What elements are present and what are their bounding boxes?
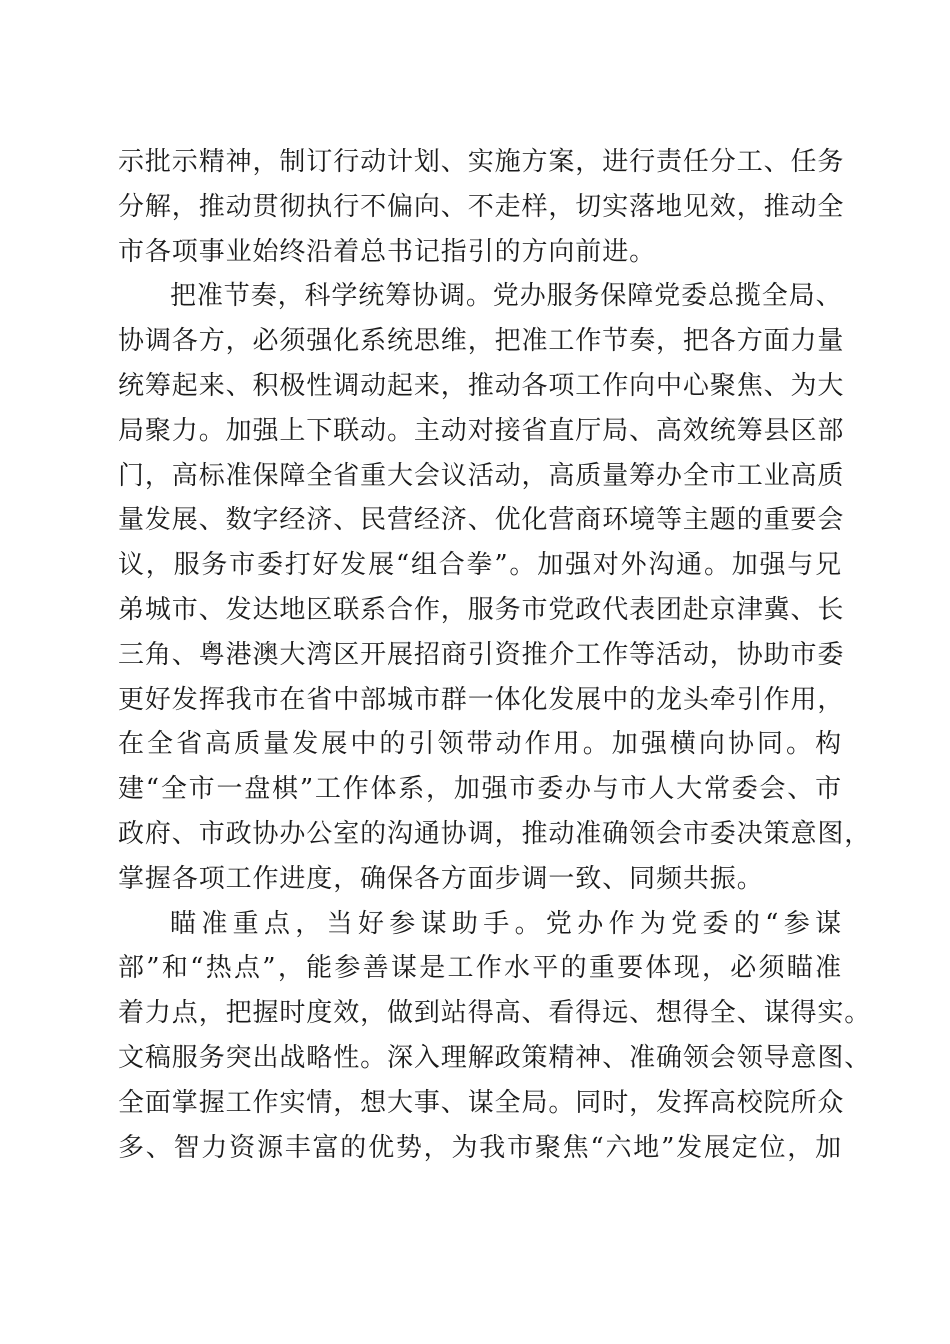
text-line: 协调各方，必须强化系统思维，把准工作节奏，把各方面力量 — [118, 326, 845, 357]
text-line: 议，服务市委打好发展“组合拳”。加强对外沟通。加强与兄 — [118, 550, 842, 581]
paragraph-first-line: 把准节奏，科学统筹协调。党办服务保障党委总揽全局、 — [170, 281, 843, 312]
text-line: 着力点，把握时度效，做到站得高、看得远、想得全、谋得实。 — [118, 998, 872, 1029]
text-line: 全面掌握工作实情，想大事、谋全局。同时，发挥高校院所众 — [118, 1087, 845, 1118]
text-line: 市各项事业始终沿着总书记指引的方向前进。 — [118, 236, 657, 267]
text-line: 分解，推动贯彻执行不偏向、不走样，切实落地见效，推动全 — [118, 191, 845, 222]
text-line: 掌握各项工作进度，确保各方面步调一致、同频共振。 — [118, 863, 764, 894]
text-line: 统筹起来、积极性调动起来，推动各项工作向中心聚焦、为大 — [118, 370, 845, 401]
text-line: 量发展、数字经济、民营经济、优化营商环境等主题的重要会 — [118, 505, 845, 536]
document-body — [118, 140, 872, 1170]
text-line: 门，高标准保障全省重大会议活动，高质量筹办全市工业高质 — [118, 460, 845, 491]
text-line: 部”和“热点”，能参善谋是工作水平的重要体现，必须瞄准 — [118, 953, 842, 984]
paragraph-first-line: 瞄准重点，当好参谋助手。党办作为党委的“参谋 — [170, 908, 842, 939]
text-line: 弟城市、发达地区联系合作，服务市党政代表团赴京津冀、长 — [118, 594, 845, 625]
text-line: 更好发挥我市在省中部城市群一体化发展中的龙头牵引作用， — [118, 684, 845, 715]
text-line: 示批示精神，制订行动计划、实施方案，进行责任分工、任务 — [118, 147, 845, 177]
text-line: 三角、粤港澳大湾区开展招商引资推介工作等活动，协助市委 — [118, 639, 845, 670]
text-line: 建“全市一盘棋”工作体系，加强市委办与市人大常委会、市 — [118, 774, 842, 805]
text-line: 政府、市政协办公室的沟通协调，推动准确领会市委决策意图， — [118, 818, 872, 849]
text-line: 局聚力。加强上下联动。主动对接省直厅局、高效统筹县区部 — [118, 415, 845, 446]
text-line: 在全省高质量发展中的引领带动作用。加强横向协同。构 — [118, 729, 842, 760]
text-line: 多、智力资源丰富的优势，为我市聚焦“六地”发展定位，加 — [118, 1132, 842, 1163]
text-line: 文稿服务突出战略性。深入理解政策精神、准确领会领导意图、 — [118, 1042, 872, 1073]
